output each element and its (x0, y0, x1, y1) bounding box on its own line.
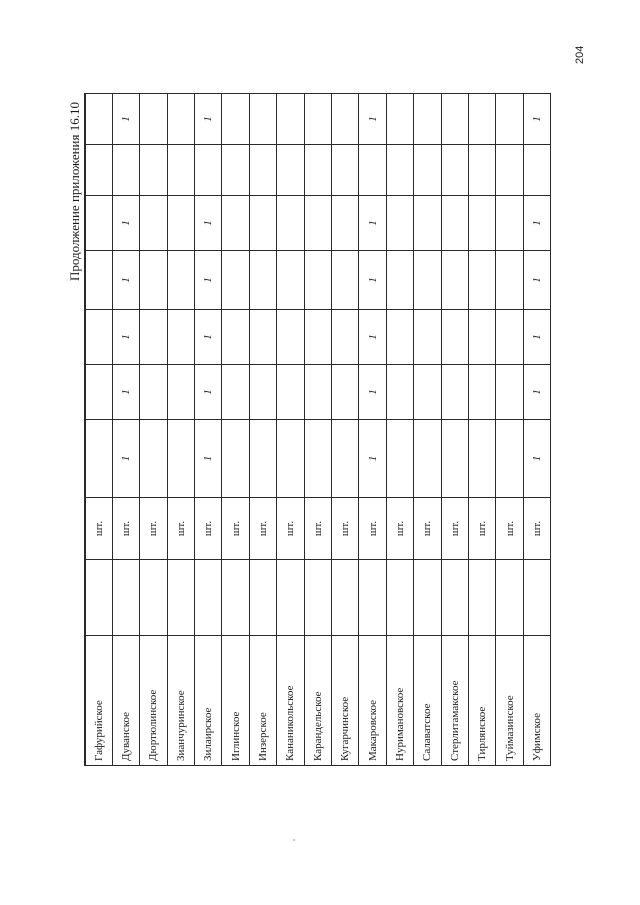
table-row (140, 94, 167, 766)
value-cell: 1 (112, 365, 139, 420)
unit-cell: шт. (386, 498, 413, 560)
table-row (468, 94, 495, 766)
value-cell: 1 (112, 420, 139, 498)
value-cell (496, 420, 523, 498)
value-cell: 1 (523, 196, 550, 251)
value-cell (277, 145, 304, 196)
value-cell: 1 (112, 251, 139, 310)
value-cell (85, 196, 112, 251)
unit-cell: шт. (277, 498, 304, 560)
value-cell: 1 (359, 310, 386, 365)
value-cell (414, 420, 441, 498)
value-cell (468, 420, 495, 498)
unit-cell: шт. (304, 498, 331, 560)
unit-cell: шт. (140, 498, 167, 560)
value-cell (249, 251, 276, 310)
value-cell (441, 420, 468, 498)
blank-cell (414, 560, 441, 636)
table-row (332, 94, 359, 766)
blank-cell (167, 560, 194, 636)
value-cell (332, 145, 359, 196)
value-cell (167, 145, 194, 196)
blank-cell (277, 560, 304, 636)
value-cell (496, 94, 523, 145)
value-cell (496, 145, 523, 196)
value-cell: 1 (523, 420, 550, 498)
table-row (414, 94, 441, 766)
value-cell (277, 310, 304, 365)
value-cell (222, 310, 249, 365)
value-cell (85, 145, 112, 196)
value-cell (277, 365, 304, 420)
value-cell: 1 (112, 196, 139, 251)
value-cell (112, 145, 139, 196)
value-cell (468, 251, 495, 310)
value-cell: 1 (523, 365, 550, 420)
value-cell (414, 365, 441, 420)
blank-cell (468, 560, 495, 636)
district-name-cell: Карандельское (304, 636, 331, 766)
table-row (112, 94, 139, 766)
value-cell (277, 420, 304, 498)
blank-cell (85, 560, 112, 636)
value-cell (140, 196, 167, 251)
district-name-cell: Салаватское (414, 636, 441, 766)
value-cell (277, 251, 304, 310)
blank-cell (332, 560, 359, 636)
page-number: 204 (574, 45, 586, 64)
unit-cell: шт. (249, 498, 276, 560)
value-cell (386, 310, 413, 365)
value-cell: 1 (195, 420, 222, 498)
table-caption: Продолжение приложения 16.10 (67, 102, 82, 282)
value-cell (304, 145, 331, 196)
value-cell (249, 310, 276, 365)
rotated-page-content (64, 94, 562, 766)
table-body (85, 94, 551, 766)
value-cell: 1 (523, 94, 550, 145)
table-row (249, 94, 276, 766)
district-name-cell: Кананикольское (277, 636, 304, 766)
value-cell (85, 420, 112, 498)
district-name-cell: Инзерское (249, 636, 276, 766)
value-cell: 1 (359, 365, 386, 420)
value-cell (304, 420, 331, 498)
blank-cell (112, 560, 139, 636)
district-name-cell: Дуванское (112, 636, 139, 766)
table-row (167, 94, 194, 766)
value-cell (332, 310, 359, 365)
district-name-cell: Иглинское (222, 636, 249, 766)
unit-cell: шт. (523, 498, 550, 560)
value-cell (441, 145, 468, 196)
value-cell (496, 196, 523, 251)
value-cell: 1 (195, 94, 222, 145)
unit-cell: шт. (414, 498, 441, 560)
value-cell (222, 94, 249, 145)
blank-cell (523, 560, 550, 636)
blank-cell (359, 560, 386, 636)
table-row (304, 94, 331, 766)
value-cell (468, 365, 495, 420)
unit-cell: шт. (222, 498, 249, 560)
value-cell (496, 365, 523, 420)
value-cell (222, 365, 249, 420)
district-name-cell: Стерлитамакское (441, 636, 468, 766)
value-cell (304, 310, 331, 365)
value-cell (386, 196, 413, 251)
value-cell (195, 145, 222, 196)
value-cell: 1 (195, 251, 222, 310)
unit-cell: шт. (441, 498, 468, 560)
value-cell (85, 365, 112, 420)
district-name-cell: Гафурийское (85, 636, 112, 766)
value-cell (386, 94, 413, 145)
unit-cell: шт. (359, 498, 386, 560)
blank-cell (496, 560, 523, 636)
value-cell (441, 251, 468, 310)
value-cell (386, 365, 413, 420)
value-cell: 1 (523, 310, 550, 365)
value-cell (332, 94, 359, 145)
value-cell (441, 196, 468, 251)
value-cell (277, 196, 304, 251)
value-cell (468, 196, 495, 251)
unit-cell: шт. (85, 498, 112, 560)
unit-cell: шт. (167, 498, 194, 560)
value-cell (140, 94, 167, 145)
blank-cell (249, 560, 276, 636)
value-cell (277, 94, 304, 145)
value-cell (414, 94, 441, 145)
value-cell (359, 145, 386, 196)
blank-cell (195, 560, 222, 636)
value-cell (140, 365, 167, 420)
district-name-cell: Дюртюлинское (140, 636, 167, 766)
value-cell (468, 94, 495, 145)
value-cell: 1 (112, 94, 139, 145)
value-cell (167, 94, 194, 145)
value-cell (85, 310, 112, 365)
value-cell (304, 196, 331, 251)
value-cell (304, 365, 331, 420)
value-cell (167, 365, 194, 420)
value-cell (332, 251, 359, 310)
appendix-table (84, 93, 551, 766)
value-cell (332, 365, 359, 420)
table-row (277, 94, 304, 766)
value-cell (468, 310, 495, 365)
unit-cell: шт. (195, 498, 222, 560)
value-cell: 1 (359, 420, 386, 498)
value-cell (496, 310, 523, 365)
value-cell (167, 310, 194, 365)
table-row (359, 94, 386, 766)
blank-cell (140, 560, 167, 636)
value-cell (222, 251, 249, 310)
value-cell (222, 145, 249, 196)
unit-cell: шт. (496, 498, 523, 560)
unit-cell: шт. (468, 498, 495, 560)
value-cell (167, 251, 194, 310)
district-name-cell: Уфимское (523, 636, 550, 766)
value-cell (414, 310, 441, 365)
scan-speck (293, 839, 295, 841)
value-cell (222, 196, 249, 251)
value-cell (414, 251, 441, 310)
value-cell (249, 420, 276, 498)
value-cell (249, 145, 276, 196)
district-name-cell: Кугарчинское (332, 636, 359, 766)
value-cell: 1 (523, 251, 550, 310)
value-cell (386, 145, 413, 196)
unit-cell: шт. (332, 498, 359, 560)
value-cell (414, 196, 441, 251)
value-cell: 1 (359, 94, 386, 145)
value-cell (496, 251, 523, 310)
value-cell: 1 (195, 365, 222, 420)
value-cell: 1 (359, 251, 386, 310)
district-name-cell: Нуримановское (386, 636, 413, 766)
value-cell: 1 (112, 310, 139, 365)
value-cell (441, 94, 468, 145)
blank-cell (222, 560, 249, 636)
value-cell (85, 251, 112, 310)
value-cell (167, 420, 194, 498)
value-cell (249, 196, 276, 251)
value-cell (140, 251, 167, 310)
value-cell (304, 251, 331, 310)
value-cell (414, 145, 441, 196)
value-cell (140, 145, 167, 196)
value-cell: 1 (195, 196, 222, 251)
table-row (523, 94, 550, 766)
value-cell (441, 365, 468, 420)
district-name-cell: Макаровское (359, 636, 386, 766)
value-cell: 1 (359, 196, 386, 251)
blank-cell (304, 560, 331, 636)
table-row (195, 94, 222, 766)
value-cell (304, 94, 331, 145)
value-cell (386, 420, 413, 498)
table-row (386, 94, 413, 766)
value-cell (140, 310, 167, 365)
value-cell (249, 94, 276, 145)
blank-cell (441, 560, 468, 636)
unit-cell: шт. (112, 498, 139, 560)
value-cell (167, 196, 194, 251)
value-cell (332, 420, 359, 498)
value-cell (441, 310, 468, 365)
blank-cell (386, 560, 413, 636)
district-name-cell: Тирлянское (468, 636, 495, 766)
table-row (222, 94, 249, 766)
table-row (85, 94, 112, 766)
value-cell (523, 145, 550, 196)
table-row (496, 94, 523, 766)
value-cell (468, 145, 495, 196)
district-name-cell: Зилаирское (195, 636, 222, 766)
value-cell (332, 196, 359, 251)
value-cell (85, 94, 112, 145)
value-cell (222, 420, 249, 498)
value-cell (249, 365, 276, 420)
table-row (441, 94, 468, 766)
table-sheet (64, 94, 562, 766)
district-name-cell: Зианчуринское (167, 636, 194, 766)
value-cell (386, 251, 413, 310)
value-cell: 1 (195, 310, 222, 365)
district-name-cell: Туймазинское (496, 636, 523, 766)
value-cell (140, 420, 167, 498)
